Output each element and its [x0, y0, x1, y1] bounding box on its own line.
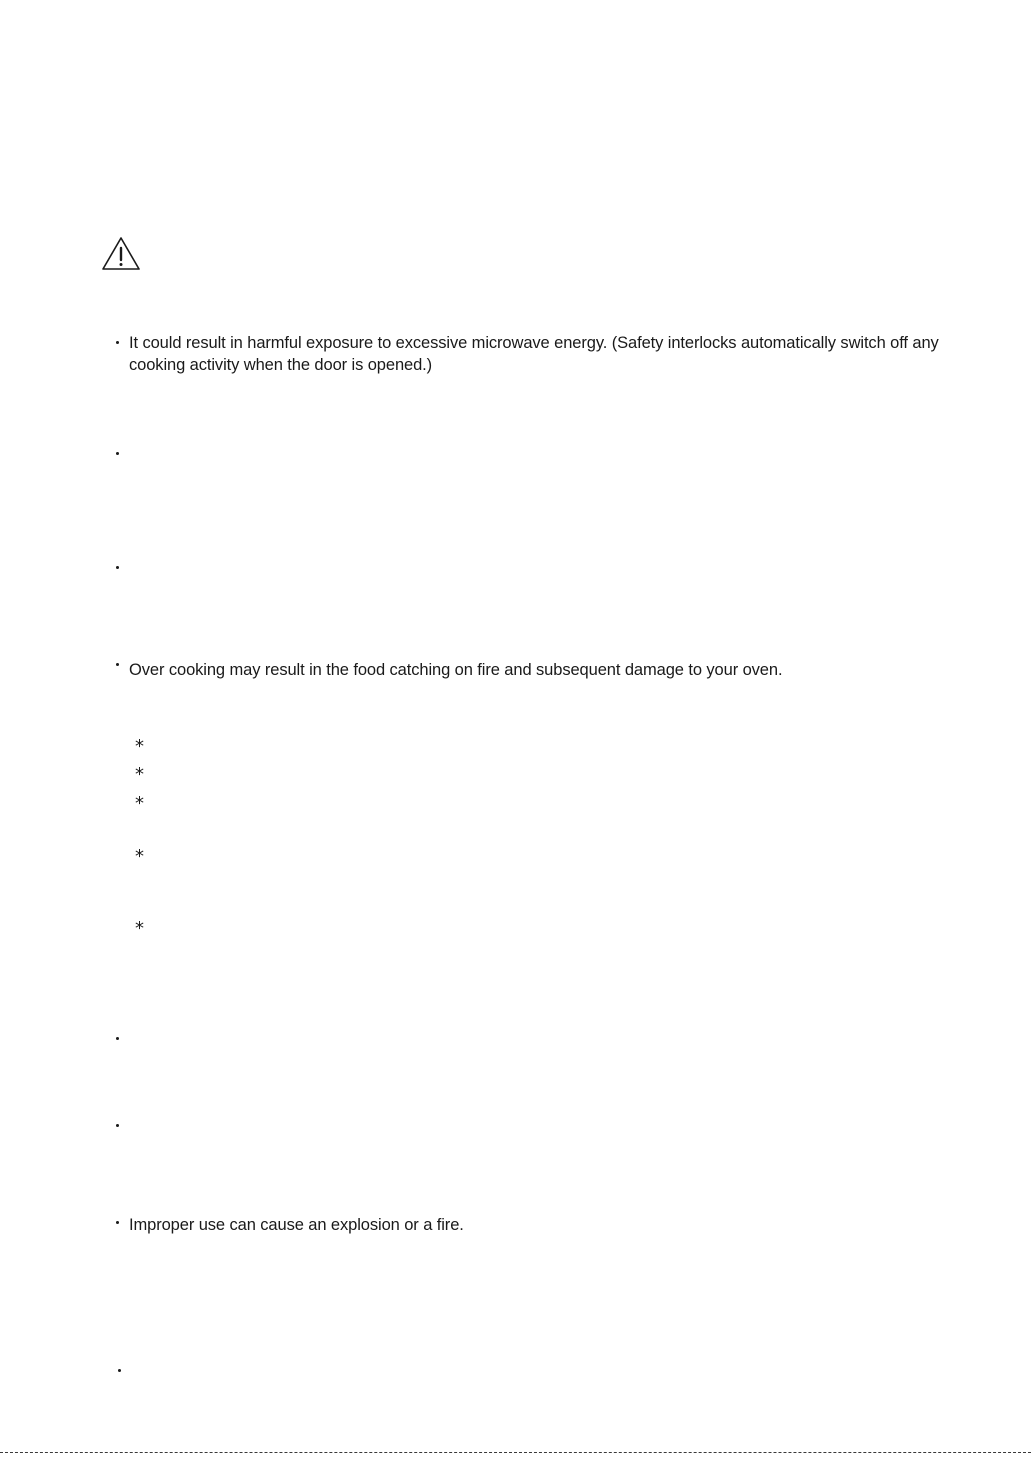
asterisk-marker: *	[135, 764, 144, 785]
asterisk-marker: *	[135, 846, 144, 867]
warning-triangle-icon	[101, 236, 141, 272]
bullet-dot-icon	[116, 341, 122, 347]
asterisk-marker: *	[135, 736, 144, 757]
bullet-dot-icon	[116, 566, 122, 572]
item-1-line-2: cooking activity when the door is opened.)	[129, 356, 433, 374]
bullet-dot-icon	[116, 452, 122, 458]
bullet-dot-icon	[116, 1037, 122, 1043]
item-3-line-1: Improper use can cause an explosion or a fire.	[129, 1216, 464, 1234]
bullet-dot-icon	[116, 663, 122, 669]
bullet-dot-icon	[118, 1369, 124, 1375]
item-1-line-1: It could result in harmful exposure to excessive microwave energy. (Safety interlocks automatically switch off any	[129, 334, 939, 352]
asterisk-marker: *	[135, 918, 144, 939]
asterisk-marker: *	[135, 793, 144, 814]
item-2-line-1: Over cooking may result in the food catching on fire and subsequent damage to your oven.	[129, 661, 783, 679]
bullet-dot-icon	[116, 1124, 122, 1130]
bullet-dot-icon	[116, 1221, 122, 1227]
page-bottom-rule	[0, 1452, 1031, 1453]
